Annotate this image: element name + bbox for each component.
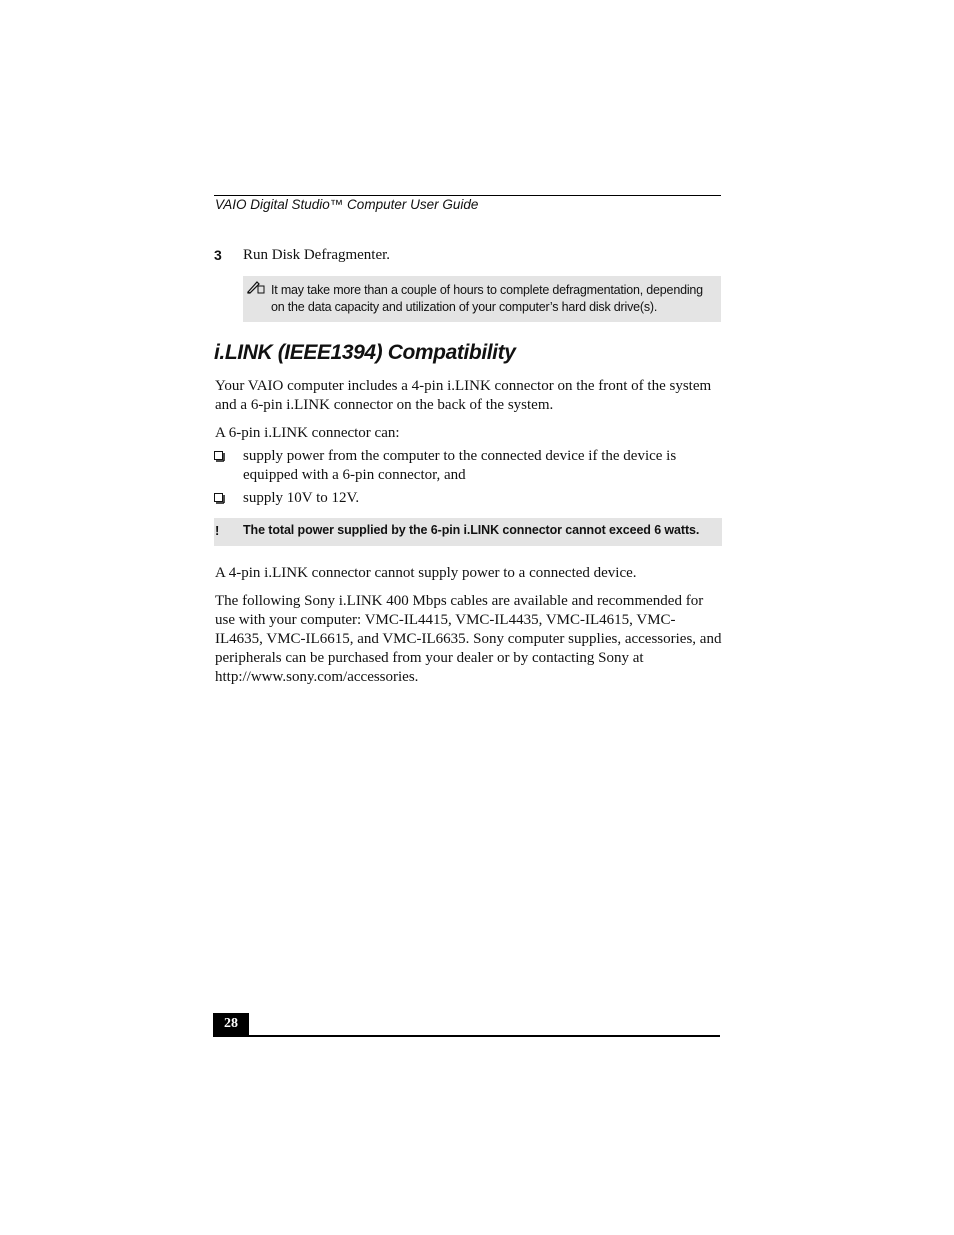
list-item: supply 10V to 12V. [243, 490, 360, 506]
header-rule [214, 195, 721, 196]
cables-paragraph: The following Sony i.LINK 400 Mbps cables are available and recommended for use with your computer: VMC-IL4415, VMC-IL4435, VMC-IL4615, VMC-IL4635, VMC-IL6615, and VMC-IL6635. Sony computer supplies, accessories, and peripherals can be purchased from your dealer or by contacting Sony at http://www.sony.com/accessories. [215, 593, 722, 685]
warning-text: The total power supplied by the 6-pin i.LINK connector cannot exceed 6 watts. [243, 523, 700, 537]
page-number: 28 [224, 1016, 238, 1031]
step-number: 3 [214, 247, 222, 263]
intro-paragraph: Your VAIO computer includes a 4-pin i.LINK connector on the front of the system and a 6-pin i.LINK connector on the back of the system. [215, 378, 712, 413]
section-title: i.LINK (IEEE1394) Compatibility [214, 341, 516, 364]
footer-rule [213, 1035, 720, 1037]
lead-paragraph: A 6-pin i.LINK connector can: [215, 425, 400, 441]
note-pencil-icon [247, 280, 265, 299]
warning-mark: ! [215, 523, 220, 538]
four-pin-paragraph: A 4-pin i.LINK connector cannot supply power to a connected device. [215, 565, 637, 581]
step-text: Run Disk Defragmenter. [243, 247, 391, 263]
note-text: It may take more than a couple of hours to complete defragmentation, depending on the data capacity and utilization of your computer’s hard disk drive(s). [271, 283, 703, 314]
checkbox-bullet-icon [214, 489, 228, 508]
checkbox-bullet-icon [214, 447, 228, 466]
running-header: VAIO Digital Studio™ Computer User Guide [215, 197, 479, 212]
list-item: supply power from the computer to the connected device if the device is equipped with a 6-pin connector, and [243, 448, 677, 483]
